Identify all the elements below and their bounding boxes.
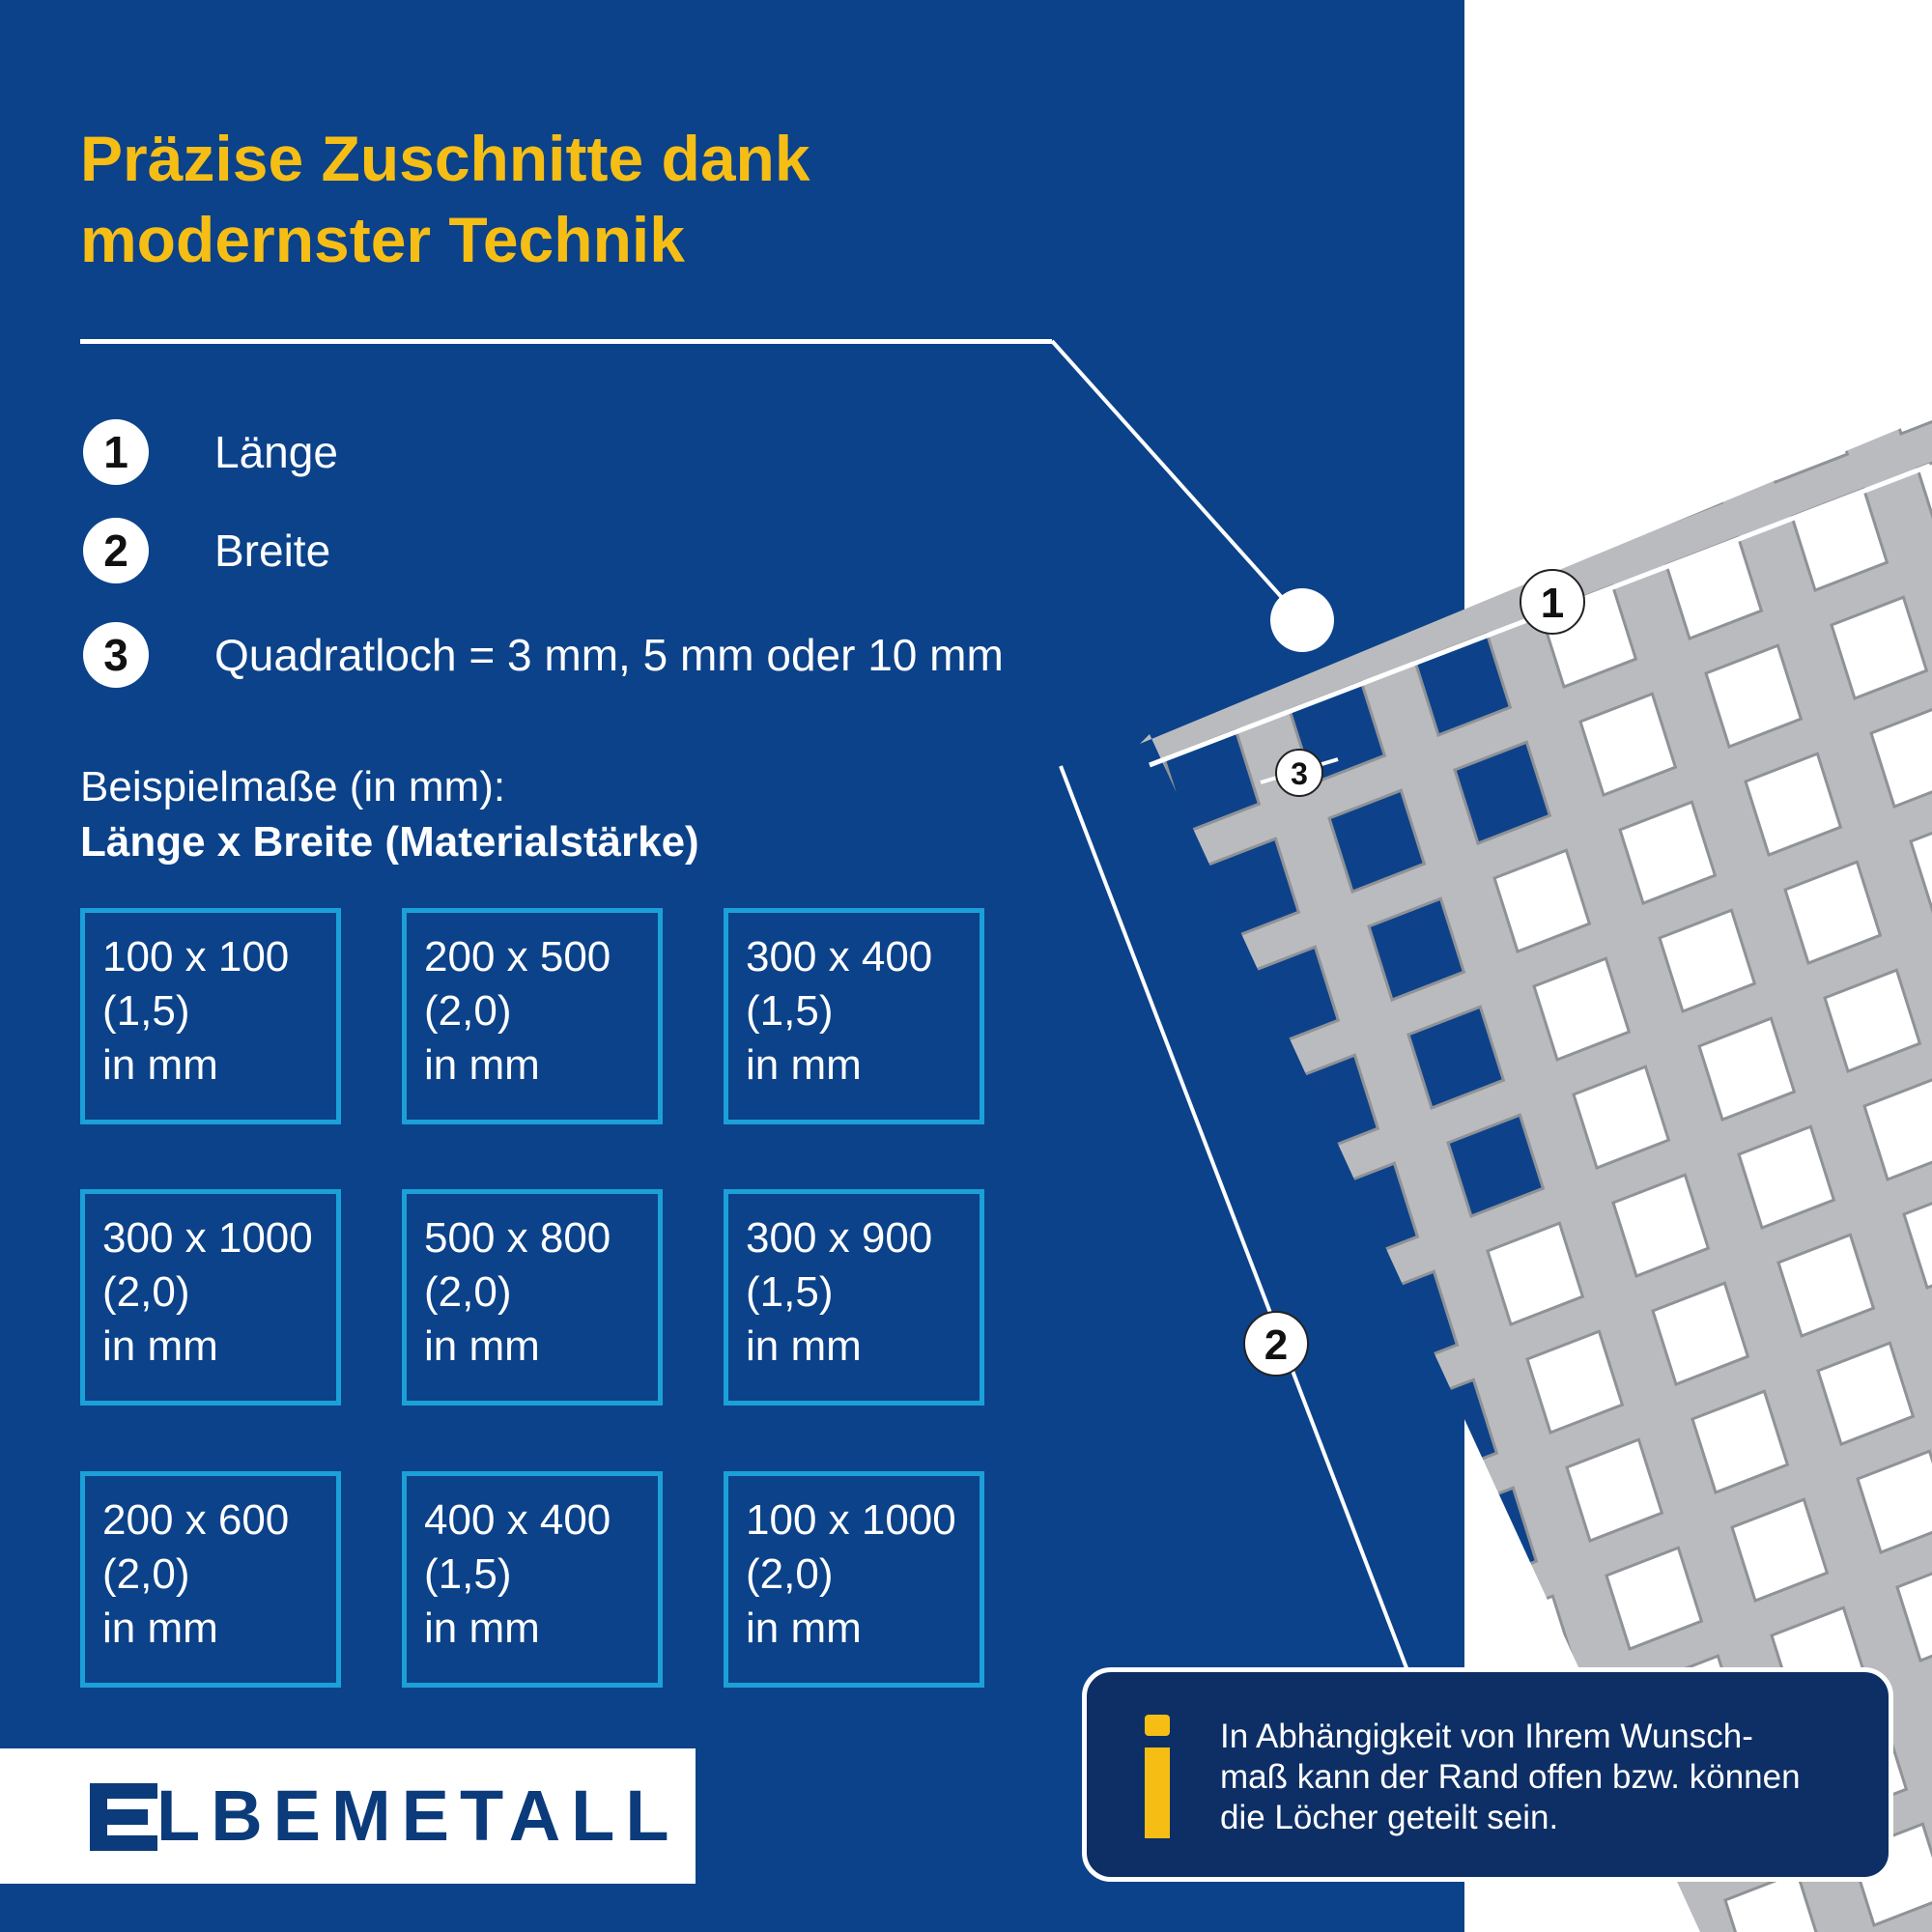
sheet-hole (1124, 622, 1219, 724)
headline (80, 118, 810, 280)
size-box (724, 908, 984, 1124)
examples-heading-line-2: Länge x Breite (Materialstärke) (80, 818, 699, 866)
size-box (80, 1189, 341, 1406)
sheet-hole (1157, 1103, 1252, 1205)
diagram-badge-hole-label: 3 (1291, 756, 1308, 791)
size-unit: in mm (102, 1322, 218, 1370)
size-unit: in mm (102, 1605, 218, 1652)
sheet-hole (1197, 1211, 1292, 1313)
info-icon (1143, 1715, 1172, 1838)
legend-label: Länge (214, 427, 338, 477)
size-thickness: (2,0) (424, 1268, 512, 1316)
sheet-hole (1276, 1428, 1371, 1529)
elbemetall-logo-mark-icon (90, 1783, 157, 1851)
legend-number-badge: 1 (83, 419, 149, 485)
size-unit: in mm (746, 1605, 862, 1652)
size-unit: in mm (746, 1041, 862, 1089)
sheet-hole (1376, 526, 1470, 627)
legend-item-length (83, 418, 338, 486)
size-thickness: (1,5) (424, 1550, 512, 1598)
diagram-badge-length (1520, 570, 1584, 634)
info-line-2: maß kann der Rand offen bzw. können (1220, 1758, 1801, 1796)
size-dims: 300 x 1000 (102, 1214, 313, 1262)
sheet-hole (1878, 332, 1932, 434)
legend-number-badge: 2 (83, 518, 149, 583)
info-text (1220, 1717, 1887, 1838)
size-unit: in mm (102, 1041, 218, 1089)
size-thickness: (2,0) (746, 1550, 834, 1598)
diagram-badge-width-label: 2 (1264, 1321, 1289, 1369)
size-dims: 300 x 400 (746, 933, 933, 980)
size-dims: 300 x 900 (746, 1214, 933, 1262)
size-unit: in mm (424, 1322, 540, 1370)
headline-line-1: Präzise Zuschnitte dank (80, 123, 810, 194)
size-unit: in mm (424, 1041, 540, 1089)
size-dims: 100 x 1000 (746, 1496, 956, 1544)
size-dims: 400 x 400 (424, 1496, 611, 1544)
size-thickness: (1,5) (102, 987, 190, 1035)
legend-item-width (83, 517, 331, 584)
size-thickness: (2,0) (424, 987, 512, 1035)
size-dims: 500 x 800 (424, 1214, 611, 1262)
size-dims: 200 x 500 (424, 933, 611, 980)
size-dims: 100 x 100 (102, 933, 290, 980)
size-thickness: (1,5) (746, 987, 834, 1035)
size-box (402, 908, 663, 1124)
diagram-badge-length-label: 1 (1540, 580, 1565, 627)
divider (80, 339, 1052, 344)
info-box (1082, 1667, 1893, 1882)
pointer-dot (1270, 588, 1334, 652)
size-thickness: (1,5) (746, 1268, 834, 1316)
examples-heading-line-1: Beispielmaße (in mm): (80, 763, 506, 810)
legend-label: Breite (214, 526, 331, 576)
size-box (402, 1189, 663, 1406)
info-line-1: In Abhängigkeit von Ihrem Wunsch- (1220, 1718, 1753, 1755)
size-dims: 200 x 600 (102, 1496, 290, 1544)
examples-heading (80, 759, 699, 869)
headline-line-2: modernster Technik (80, 204, 685, 275)
size-box (402, 1471, 663, 1688)
legend-item-hole (83, 621, 1004, 689)
info-line-3: die Löcher geteilt sein. (1220, 1799, 1559, 1836)
legend-number-badge: 3 (83, 622, 149, 688)
size-box (80, 908, 341, 1124)
sheet-hole (1600, 1920, 1694, 1932)
logo (0, 1748, 696, 1884)
sheet-hole (999, 670, 1094, 772)
logo-text: LBEMETALL (156, 1776, 680, 1856)
diagram-badge-width (1244, 1312, 1308, 1376)
size-thickness: (2,0) (102, 1550, 190, 1598)
diagram-badge-hole (1276, 750, 1322, 796)
size-box (80, 1471, 341, 1688)
size-unit: in mm (424, 1605, 540, 1652)
sheet-hole (1118, 995, 1212, 1096)
size-box (724, 1471, 984, 1688)
size-thickness: (2,0) (102, 1268, 190, 1316)
size-unit: in mm (746, 1322, 862, 1370)
legend-label: Quadratloch = 3 mm, 5 mm oder 10 mm (214, 630, 1004, 680)
size-box (724, 1189, 984, 1406)
